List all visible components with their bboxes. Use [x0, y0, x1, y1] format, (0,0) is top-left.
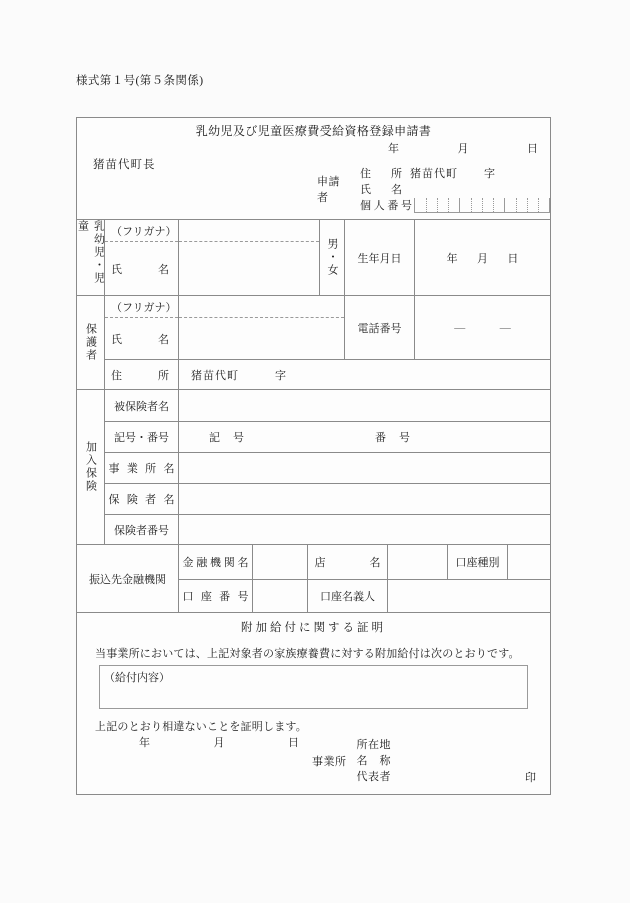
applicant-label: 申請者: [317, 176, 340, 204]
bank-row-1: [178, 545, 550, 579]
office-label: 事業所: [312, 756, 347, 768]
mynumber-group-1: [415, 198, 459, 212]
submission-date-day: 日: [527, 143, 538, 155]
application-form-frame: [76, 117, 551, 795]
benefit-content-label: （給付内容）: [104, 672, 170, 684]
insurer-number-label: 保険者番号: [104, 515, 178, 544]
office-representative-label: 代表者: [356, 771, 391, 783]
applicant-address-aza: 字: [484, 168, 496, 180]
mynumber-box[interactable]: [516, 198, 527, 212]
guardian-section: [77, 295, 550, 389]
office-location-label: 所在地: [356, 739, 391, 751]
guardian-name-input[interactable]: [179, 318, 344, 359]
guardian-tel-label: 電話番号: [344, 296, 414, 359]
office-name-field-label: 名 称: [356, 755, 391, 767]
mynumber-box[interactable]: [493, 198, 504, 212]
mynumber-box[interactable]: [538, 198, 549, 212]
bank-account-number-label-cell: [178, 580, 252, 612]
form-title: 乳幼児及び児童医療費受給資格登録申請書: [195, 124, 432, 138]
mynumber-box[interactable]: [482, 198, 493, 212]
mynumber-box[interactable]: [460, 198, 471, 212]
insurance-row-insurer-number: [104, 514, 550, 544]
insurance-row-insured-name: [104, 390, 550, 421]
form-number: 様式第１号(第５条関係): [76, 75, 204, 87]
bank-account-type-label: 口座種別: [447, 545, 507, 579]
bank-row-2: [178, 579, 550, 612]
mynumber-box[interactable]: [426, 198, 437, 212]
tel-dash-2: —: [499, 321, 511, 334]
insurer-number-input[interactable]: [178, 515, 550, 544]
bango-label: 番 号: [375, 432, 411, 444]
seal-mark: 印: [525, 772, 536, 784]
child-furigana-input[interactable]: [179, 220, 319, 242]
bank-account-number-label: 口座番号: [182, 591, 249, 603]
bank-institution-label: 金融機関名: [182, 557, 249, 569]
guardian-furigana-input[interactable]: [179, 296, 344, 318]
mynumber-group-2: [459, 198, 504, 212]
mynumber-box[interactable]: [505, 198, 516, 212]
child-name-input[interactable]: [179, 242, 319, 295]
insured-name-label: 被保険者名: [104, 390, 178, 421]
symbol-number-input[interactable]: [178, 422, 550, 452]
guardian-name-field[interactable]: [178, 296, 344, 359]
child-name-label: 氏 名: [111, 263, 169, 276]
certification-date: [77, 734, 299, 750]
certification-section: [77, 612, 550, 793]
form-header: [77, 118, 550, 219]
mynumber-group-3: [504, 198, 549, 212]
child-dob-day: 日: [507, 252, 519, 265]
mynumber-box[interactable]: [415, 198, 426, 212]
child-dob-month: 月: [476, 252, 488, 265]
bank-section-label: 振込先金融機関: [89, 573, 166, 586]
applicant-address-town: 猪苗代町: [410, 168, 458, 180]
guardian-tel-field[interactable]: [414, 296, 550, 359]
bank-branch-label-cell: [307, 545, 387, 579]
certification-date-month: 月: [213, 737, 225, 749]
applicant-mynumber-row[interactable]: [360, 197, 550, 213]
insurance-row-office-name: [104, 452, 550, 483]
guardian-name-label: 氏 名: [111, 333, 169, 346]
insurance-section: [77, 389, 550, 544]
guardian-address-town: 猪苗代町: [191, 369, 239, 382]
guardian-address-field[interactable]: [178, 360, 550, 389]
bank-account-holder-input[interactable]: [387, 580, 550, 612]
certification-title: 附加給付に関する証明: [241, 622, 386, 634]
bank-institution-input[interactable]: [252, 545, 307, 579]
submission-date: [388, 140, 538, 156]
insurance-row-insurer-name: [104, 483, 550, 514]
submission-date-year: 年: [388, 143, 399, 155]
child-section-label: 乳幼児・児童: [76, 220, 105, 285]
child-name-field[interactable]: [178, 220, 319, 295]
symbol-number-label: 記号・番号: [104, 422, 178, 452]
mynumber-box[interactable]: [448, 198, 459, 212]
office-name-label: 事業所名: [108, 463, 175, 475]
guardian-name-labels: [104, 296, 178, 359]
applicant-block: [317, 165, 550, 213]
guardian-address-label-cell: [104, 360, 178, 389]
certification-date-year: 年: [139, 737, 150, 749]
insurer-name-label-cell: [104, 484, 178, 514]
kigo-label: 記 号: [209, 432, 245, 444]
bank-section: [77, 544, 550, 612]
guardian-furigana-label: （フリガナ）: [105, 296, 178, 318]
addressee: 猪苗代町長: [93, 159, 156, 171]
child-furigana-label: （フリガナ）: [105, 220, 178, 242]
mynumber-box[interactable]: [471, 198, 482, 212]
guardian-address-aza: 字: [275, 369, 286, 382]
bank-branch-input[interactable]: [387, 545, 447, 579]
insurance-row-symbol-number: [104, 421, 550, 452]
child-dob-year: 年: [446, 252, 458, 265]
applicant-address-row: [360, 165, 550, 181]
office-name-input[interactable]: [178, 453, 550, 483]
child-dob-field[interactable]: [414, 220, 550, 295]
applicant-name-label: 氏 名: [360, 184, 402, 196]
bank-account-holder-label: 口座名義人: [307, 580, 387, 612]
applicant-mynumber-label: 個人番号: [360, 200, 412, 212]
submission-date-month: 月: [457, 143, 469, 155]
child-gender-label: 男・女: [319, 220, 344, 295]
child-dob-label: 生年月日: [344, 220, 414, 295]
child-section: [77, 219, 550, 295]
bank-account-number-input[interactable]: [252, 580, 307, 612]
mynumber-box[interactable]: [437, 198, 448, 212]
bank-account-type-input[interactable]: [507, 545, 550, 579]
insurance-section-label: 加入保険: [84, 441, 97, 493]
office-signature-block: [312, 737, 391, 785]
insurer-name-input[interactable]: [178, 484, 550, 514]
office-name-label-cell: [104, 453, 178, 483]
bank-institution-label-cell: [178, 545, 252, 579]
guardian-section-label: 保護者: [84, 323, 97, 362]
certification-date-day: 日: [288, 737, 299, 749]
certification-sentence: 当事業所においては、上記対象者の家族療養費に対する附加給付は次のとおりです。: [95, 648, 520, 660]
certification-confirm-sentence: 上記のとおり相違ないことを証明します。: [95, 721, 307, 733]
mynumber-input[interactable]: [414, 198, 550, 213]
child-name-labels: [104, 220, 178, 295]
applicant-name-row[interactable]: [360, 181, 550, 197]
insurer-name-label: 保険者名: [108, 494, 175, 506]
benefit-content-box[interactable]: [99, 665, 528, 709]
bank-branch-label: 店 名: [314, 557, 381, 569]
mynumber-box[interactable]: [527, 198, 538, 212]
guardian-address-label: 住 所: [111, 369, 169, 382]
insured-name-input[interactable]: [178, 390, 550, 421]
tel-dash-1: —: [454, 321, 466, 334]
applicant-address-label: 住 所: [360, 168, 402, 180]
